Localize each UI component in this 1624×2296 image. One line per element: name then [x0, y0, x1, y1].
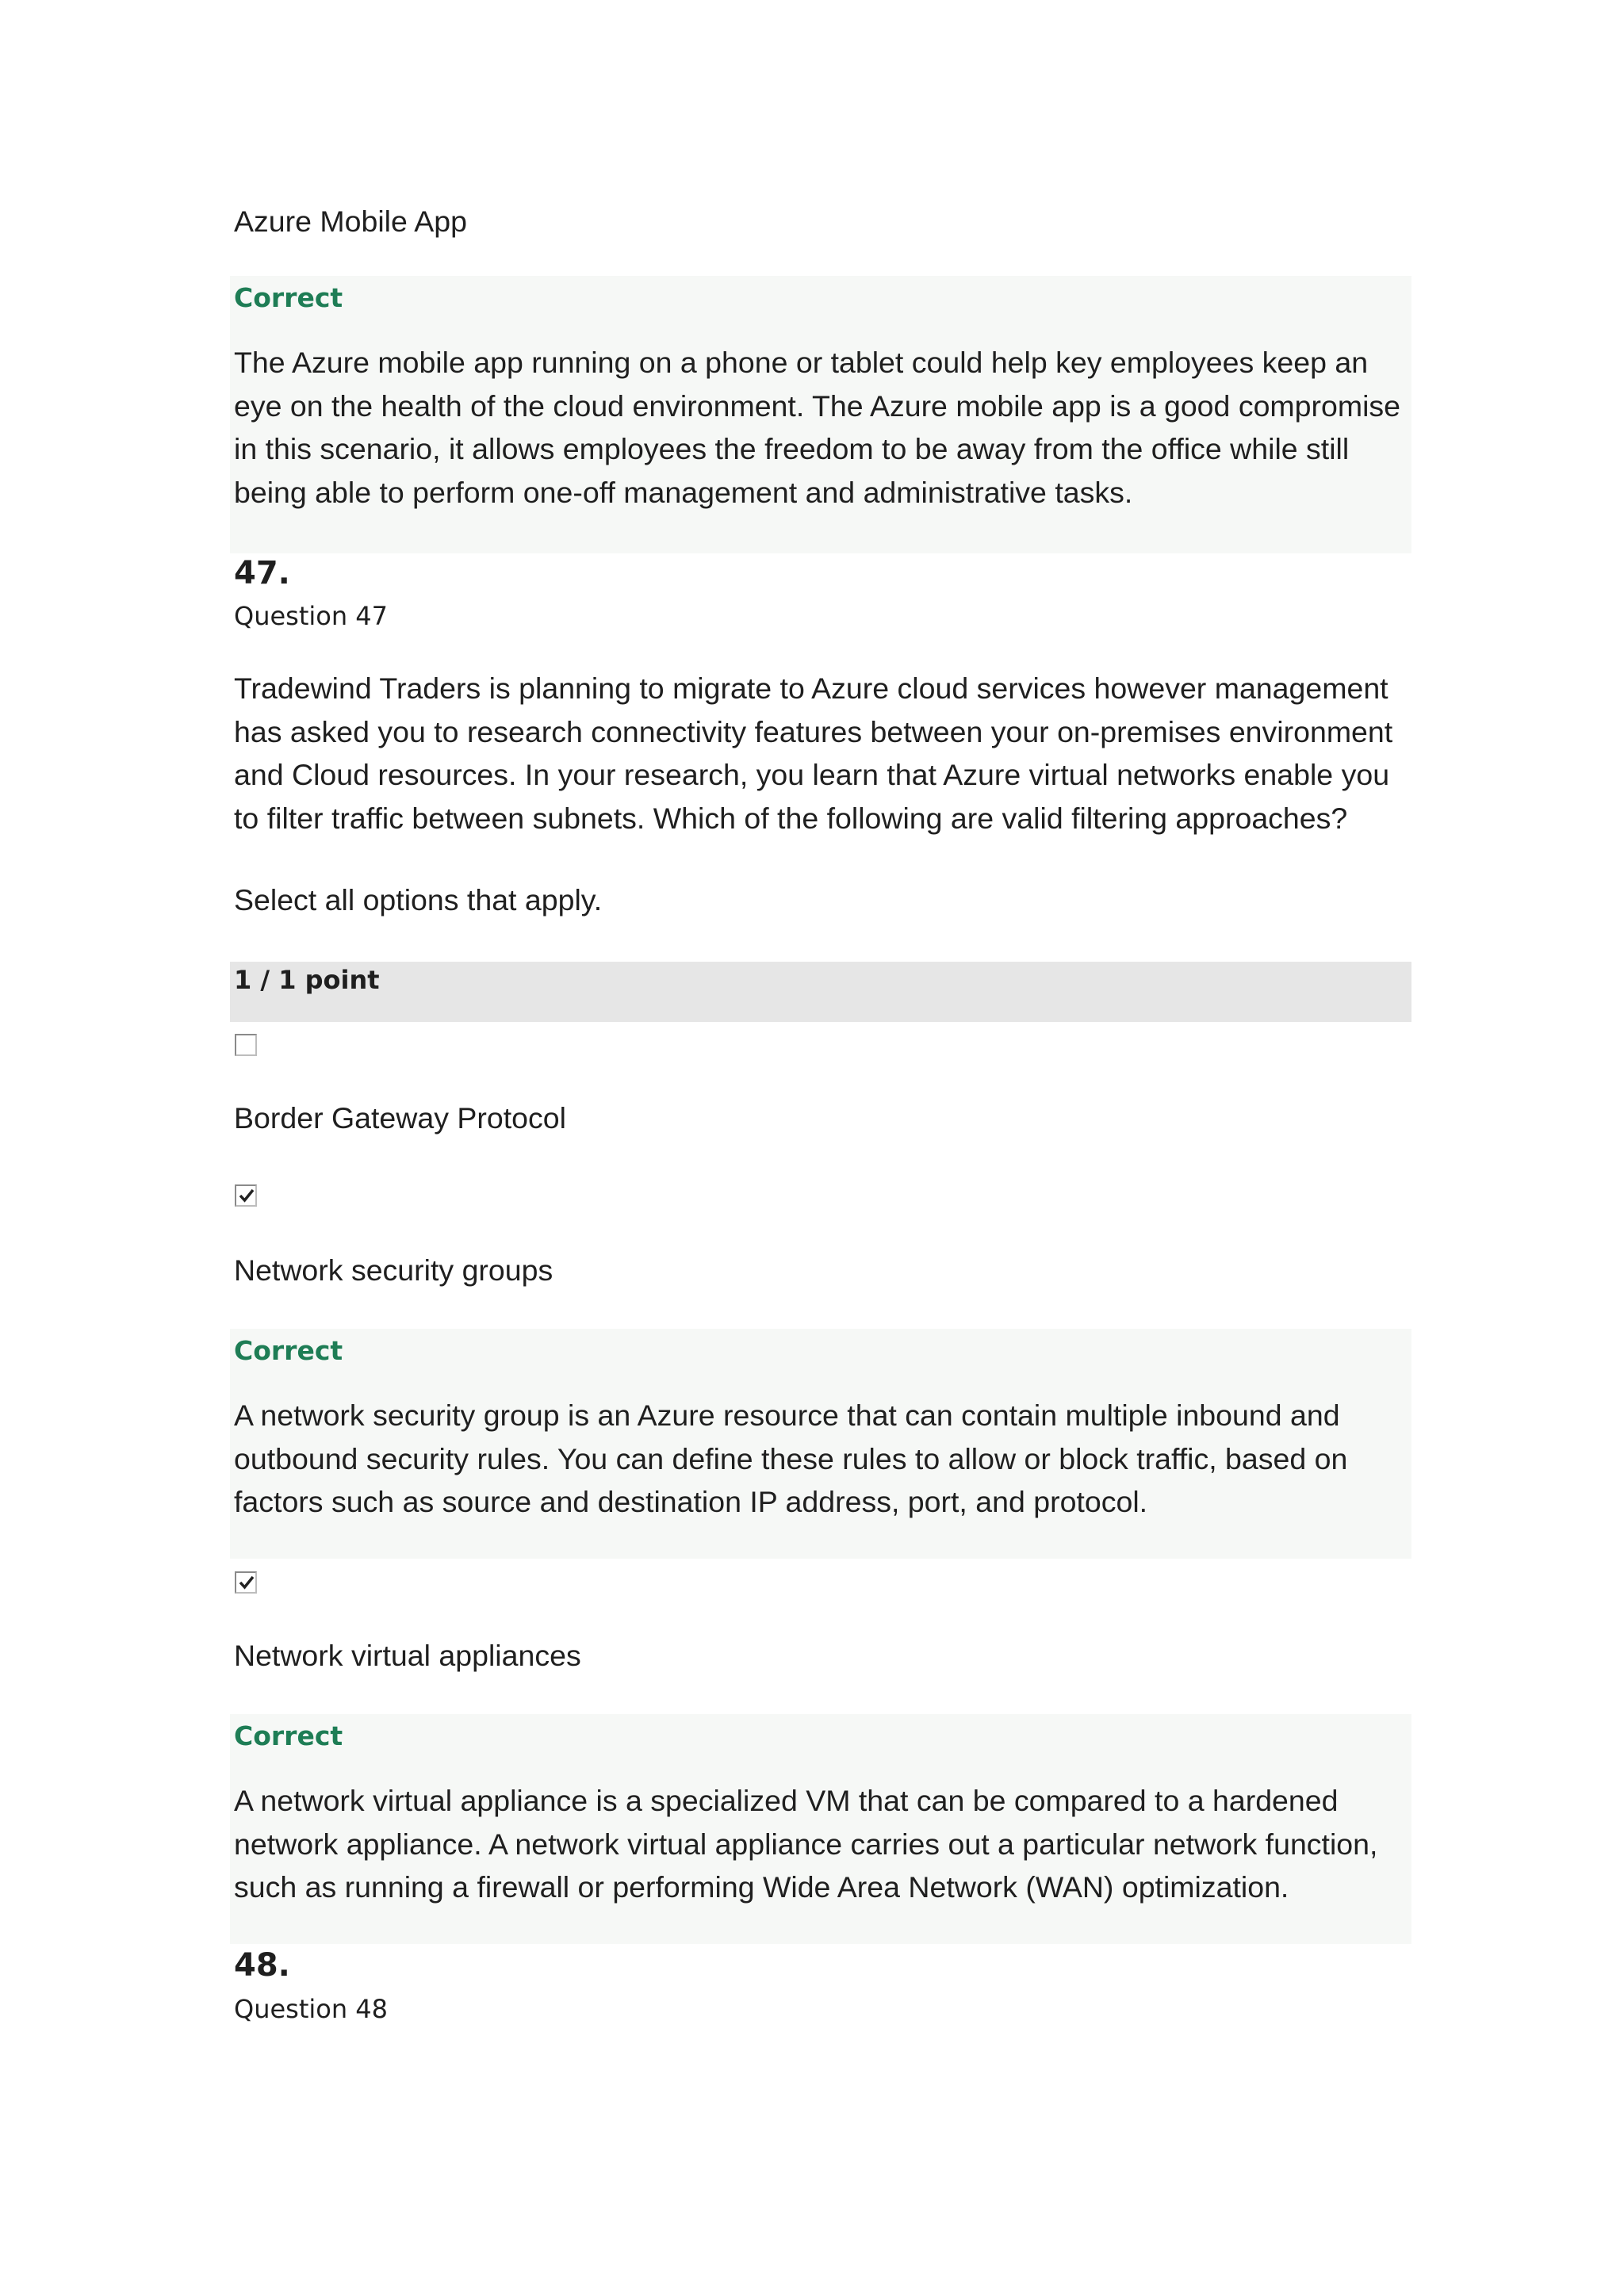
option-nsg-text: Network security groups — [234, 1253, 553, 1287]
option-border-gateway-text: Border Gateway Protocol — [234, 1101, 566, 1135]
previous-feedback-text: The Azure mobile app running on a phone or tablet could help key employees keep an eye on the health of the cloud environment. The Azure mobile app is a good compromise in this scenario, it allows employees the freedom to be away from the office while still being able to perform one-off management and administrative tasks. — [234, 346, 1401, 509]
option-nva-feedback-box — [230, 1714, 1411, 1944]
option-nva-feedback-label: Correct — [234, 1720, 343, 1751]
score-bar — [230, 962, 1411, 1022]
option-nsg-feedback-text: A network security group is an Azure resource that can contain multiple inbound and outbound security rules. You can define these rules to allow or block traffic, based on factors such as source and destination IP address, port, and protocol. — [234, 1399, 1348, 1518]
question-47-instruction: Select all options that apply. — [234, 883, 603, 916]
option-nsg-feedback-label: Correct — [234, 1335, 343, 1366]
option-nsg-checkbox[interactable] — [235, 1184, 257, 1207]
score-text: 1 / 1 point — [234, 965, 380, 995]
previous-option-text: Azure Mobile App — [234, 205, 467, 238]
question-47-label: Question 47 — [234, 601, 389, 631]
question-47-prompt: Tradewind Traders is planning to migrate to Azure cloud services however management has asked you to research connectivity features between your on-premises environment and Cloud resources. In your research, you learn that Azure virtual networks enable you to filter traffic between subnets. Which of the following are valid filtering approaches? — [234, 672, 1393, 835]
checkmark-icon — [238, 1187, 255, 1204]
previous-feedback-box — [230, 276, 1411, 553]
option-nva-text: Network virtual appliances — [234, 1639, 581, 1672]
question-48-label: Question 48 — [234, 1994, 389, 2024]
option-nva-checkbox[interactable] — [235, 1571, 257, 1594]
previous-feedback-label: Correct — [234, 282, 343, 313]
option-nva-feedback-text: A network virtual appliance is a specialized VM that can be compared to a hardened network appliance. A network virtual appliance carries out a particular network function, such as running a firewall or performing Wide Area Network (WAN) optimization. — [234, 1784, 1378, 1904]
checkmark-icon — [238, 1574, 255, 1591]
option-border-gateway-checkbox[interactable] — [235, 1034, 257, 1056]
option-nsg-feedback-box — [230, 1329, 1411, 1559]
question-47-number: 47. — [234, 555, 290, 591]
question-48-number: 48. — [234, 1947, 290, 1984]
